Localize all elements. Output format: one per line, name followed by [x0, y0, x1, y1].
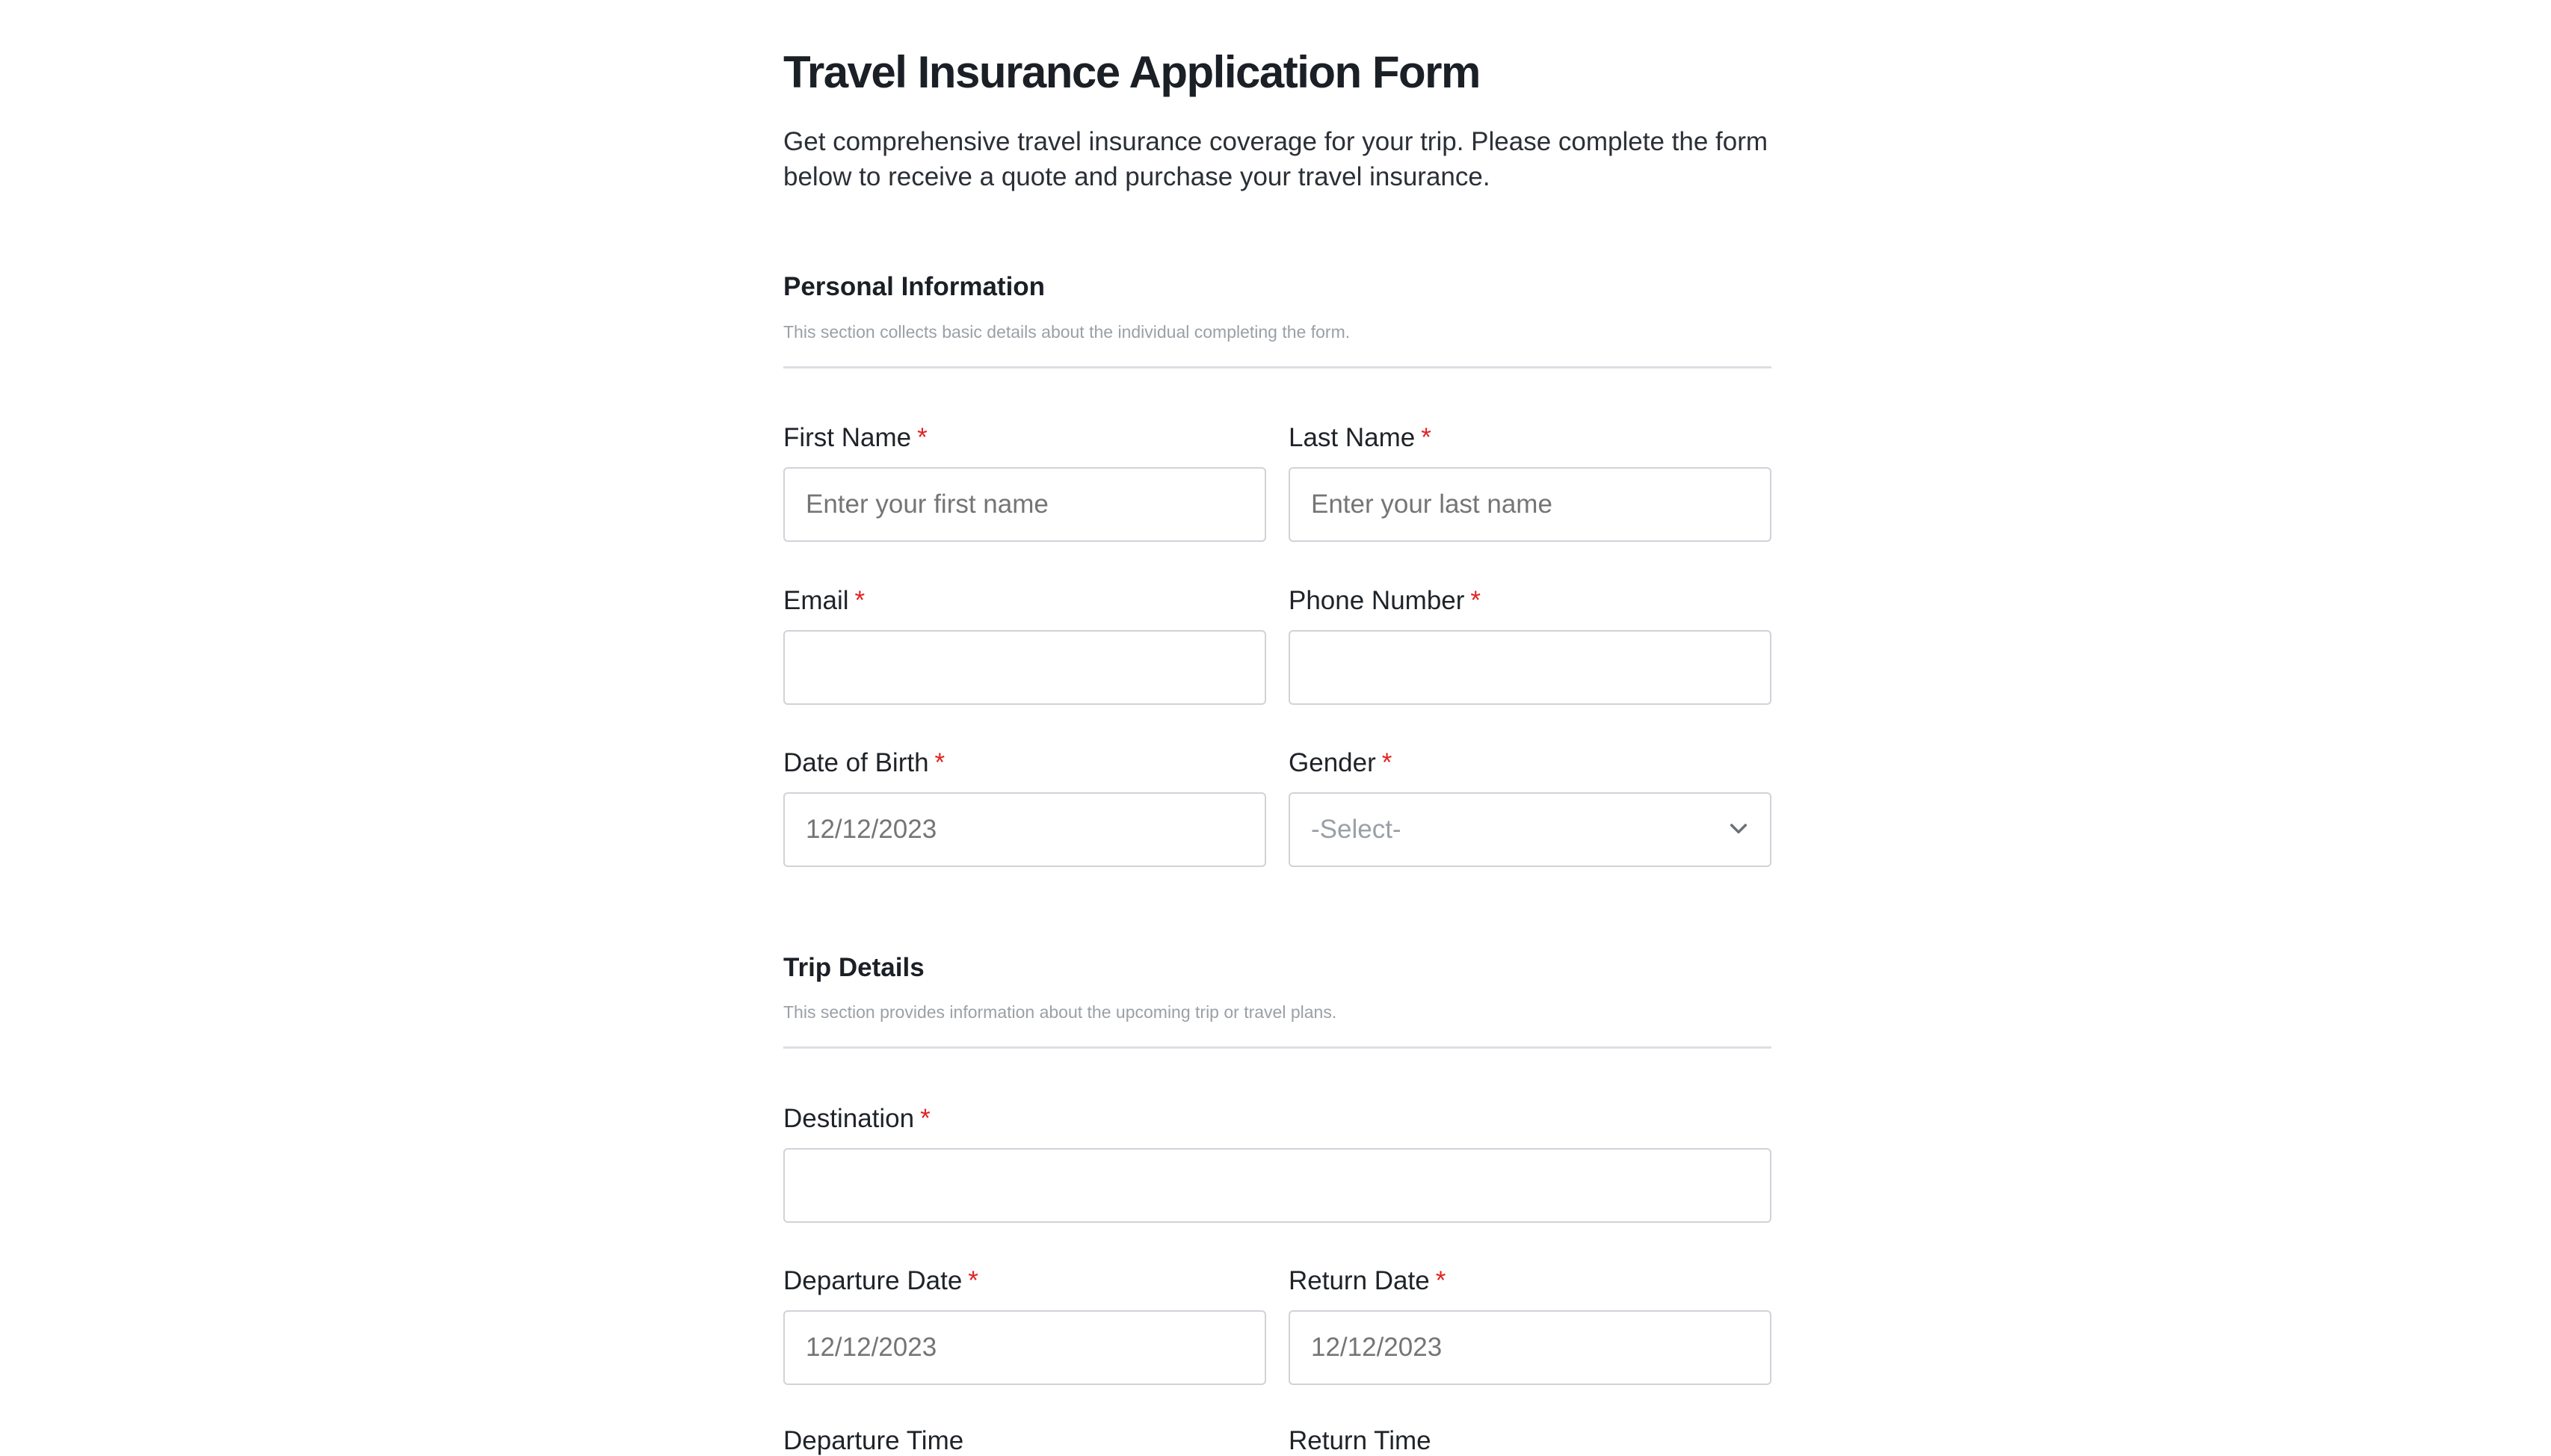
required-mark: * — [1470, 586, 1481, 615]
gender-selected-value: -Select- — [1311, 815, 1401, 844]
gender-select[interactable] — [1289, 792, 1771, 867]
section-title-trip-details: Trip Details — [783, 953, 925, 982]
destination-label: Destination * — [783, 1104, 931, 1133]
required-mark: * — [1421, 423, 1431, 452]
section-divider-personal — [783, 366, 1771, 368]
phone-number-field — [1289, 586, 1771, 616]
last-name-label: Last Name * — [1289, 423, 1431, 452]
destination-field — [783, 1104, 1771, 1134]
section-divider-trip — [783, 1046, 1771, 1049]
required-mark: * — [917, 423, 928, 452]
page-description: Get comprehensive travel insurance coverage for your trip. Please complete the form below to receive a quote and purchase your travel insurance. — [783, 127, 1768, 191]
return-date-field — [1289, 1266, 1771, 1296]
return-time-label: Return Time — [1289, 1426, 1431, 1455]
last-name-field — [1289, 423, 1771, 453]
gender-label: Gender * — [1289, 748, 1392, 777]
required-mark: * — [1381, 748, 1392, 777]
email-field — [783, 586, 1266, 616]
first-name-label: First Name * — [783, 423, 928, 452]
destination-input[interactable] — [783, 1148, 1771, 1223]
departure-date-label: Departure Date * — [783, 1266, 978, 1295]
required-mark: * — [920, 1104, 931, 1133]
gender-field — [1289, 748, 1771, 844]
date-of-birth-label: Date of Birth * — [783, 748, 946, 777]
departure-time-label: Departure Time — [783, 1426, 964, 1455]
required-mark: * — [968, 1266, 978, 1295]
required-mark: * — [854, 586, 866, 615]
phone-number-label: Phone Number * — [1289, 586, 1481, 615]
first-name-field — [783, 423, 1266, 453]
first-name-input[interactable] — [783, 467, 1266, 542]
departure-date-input[interactable] — [783, 1310, 1266, 1385]
date-of-birth-input[interactable] — [783, 792, 1266, 867]
page-title: Travel Insurance Application Form — [783, 47, 1480, 97]
departure-date-field — [783, 1266, 1266, 1296]
chevron-down-icon — [1727, 816, 1750, 840]
phone-number-input[interactable] — [1289, 630, 1771, 705]
section-description-trip-details: This section provides information about the upcoming trip or travel plans. — [783, 1002, 1337, 1022]
return-date-label: Return Date * — [1289, 1266, 1446, 1295]
required-mark: * — [934, 748, 946, 777]
section-title-personal-information: Personal Information — [783, 272, 1046, 301]
last-name-input[interactable] — [1289, 467, 1771, 542]
email-input[interactable] — [783, 630, 1266, 705]
date-of-birth-field — [783, 748, 1266, 778]
section-description-personal-information: This section collects basic details about the individual completing the form. — [783, 322, 1351, 342]
return-date-input[interactable] — [1289, 1310, 1771, 1385]
email-label: Email * — [783, 586, 866, 615]
required-mark: * — [1435, 1266, 1446, 1295]
